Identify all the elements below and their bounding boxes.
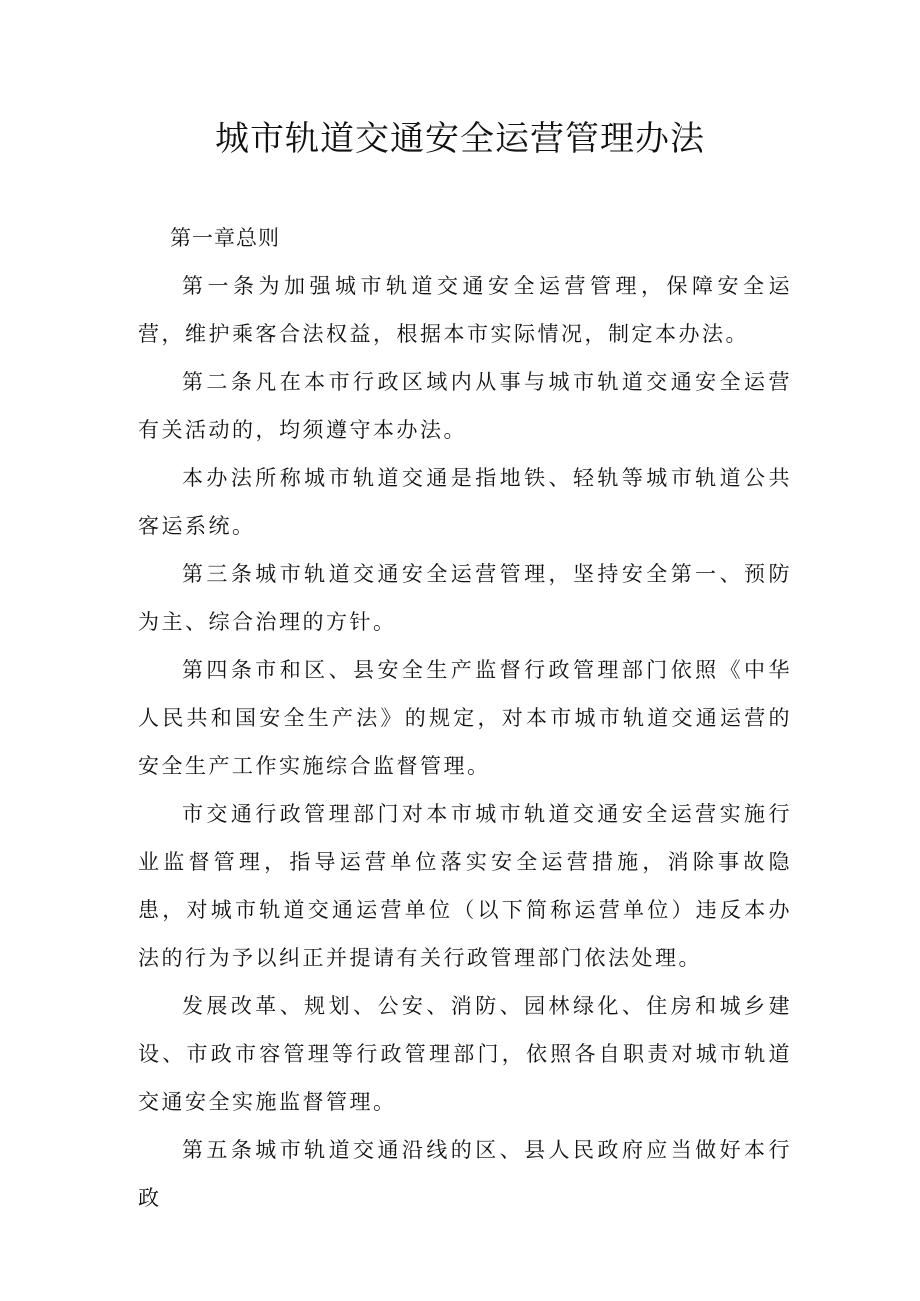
paragraph: 本办法所称城市轨道交通是指地铁、轻轨等城市轨道公共客运系统。 [138,466,792,538]
paragraph: 发展改革、规划、公安、消防、园林绿化、住房和城乡建设、市政市容管理等行政管理部门，依照各自职责对城市轨道交通安全实施监督管理。 [138,994,792,1114]
chapter-heading: 第一章总则 [170,226,280,250]
document-title: 城市轨道交通安全运营管理办法 [215,119,705,159]
document-body [138,214,792,1222]
paragraph: 第二条凡在本市行政区域内从事与城市轨道交通安全运营有关活动的，均须遵守本办法。 [138,370,792,442]
paragraph: 第一条为加强城市轨道交通安全运营管理，保障安全运营，维护乘客合法权益，根据本市实际情况，制定本办法。 [138,274,792,346]
paragraph: 市交通行政管理部门对本市城市轨道交通安全运营实施行业监督管理，指导运营单位落实安全运营措施，消除事故隐患，对城市轨道交通运营单位（以下简称运营单位）违反本办法的行为予以纠正并提请有关行政管理部门依法处理。 [138,802,792,970]
paragraph: 第五条城市轨道交通沿线的区、县人民政府应当做好本行政 [138,1138,792,1210]
paragraph: 第四条市和区、县安全生产监督行政管理部门依照《中华人民共和国安全生产法》的规定，对本市城市轨道交通运营的安全生产工作实施综合监督管理。 [138,658,792,778]
paragraph: 第三条城市轨道交通安全运营管理，坚持安全第一、预防为主、综合治理的方针。 [138,562,792,634]
